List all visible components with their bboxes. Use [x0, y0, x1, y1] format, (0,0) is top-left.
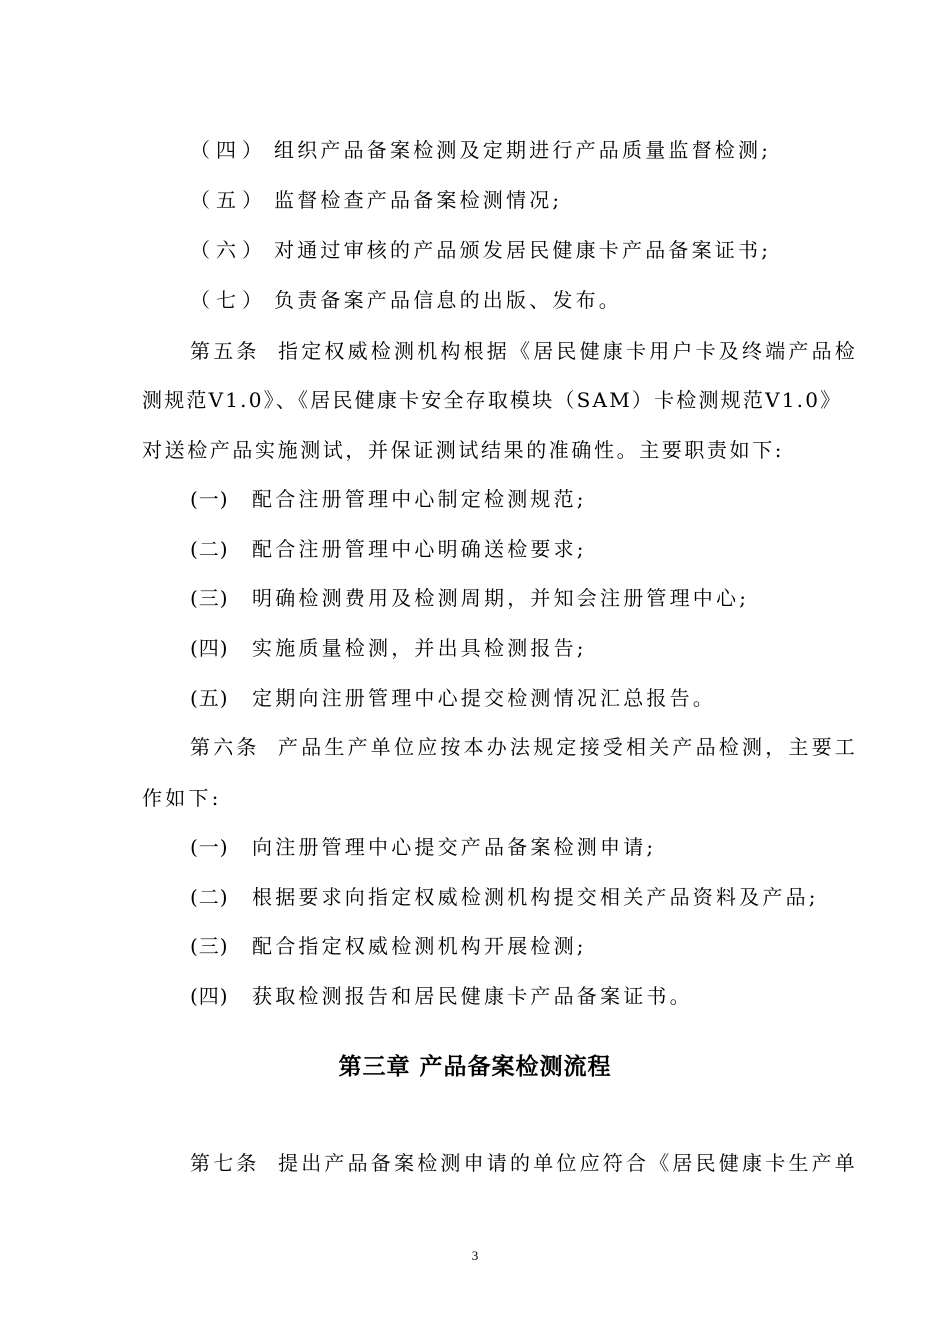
- article-6-line: 作如下:: [142, 786, 222, 810]
- article-5-line: 对送检产品实施测试，并保证测试结果的准确性。主要职责如下:: [142, 438, 785, 462]
- list-item-text: 负责备案产品信息的出版、发布。: [274, 288, 622, 312]
- list-item-text: 组织产品备案检测及定期进行产品质量监督检测;: [274, 138, 772, 162]
- list-item-number: (三): [190, 934, 229, 958]
- list-item: [190, 634, 587, 662]
- list-item-text: 定期向注册管理中心提交检测情况汇总报告。: [252, 686, 716, 710]
- list-item-text: 配合指定权威检测机构开展检测;: [252, 934, 587, 958]
- list-item-number: (二): [190, 537, 229, 561]
- list-item: [190, 186, 562, 214]
- list-item-text: 监督检查产品备案检测情况;: [274, 188, 563, 212]
- list-item: [190, 485, 587, 513]
- list-item-text: 配合注册管理中心制定检测规范;: [252, 487, 587, 511]
- list-item: [190, 236, 771, 264]
- list-item: [190, 684, 716, 712]
- list-item-number: (四): [190, 984, 229, 1008]
- article-7-first-line: [190, 1149, 858, 1177]
- list-item-number: (一): [190, 835, 229, 859]
- list-item-text: 向注册管理中心提交产品备案检测申请;: [252, 835, 657, 859]
- article-label: 第七条: [190, 1151, 260, 1175]
- list-item-number: （四）: [190, 138, 268, 162]
- list-item-number: (三): [190, 586, 229, 610]
- list-item-text: 根据要求向指定权威检测机构提交相关产品资料及产品;: [252, 885, 819, 909]
- article-text: 指定权威检测机构根据《居民健康卡用户卡及终端产品检: [278, 339, 858, 363]
- list-item-text: 对通过审核的产品颁发居民健康卡产品备案证书;: [274, 238, 772, 262]
- list-item-number: （六）: [190, 238, 268, 262]
- list-item: [190, 833, 656, 861]
- article-label: 第五条: [190, 339, 260, 363]
- chapter-heading: 第三章 产品备案检测流程: [338, 1054, 612, 1080]
- list-item: [190, 982, 693, 1010]
- list-item: [190, 535, 587, 563]
- list-item: [190, 136, 771, 164]
- article-text: 产品生产单位应按本办法规定接受相关产品检测，主要工: [278, 735, 858, 759]
- list-item-number: （七）: [190, 288, 268, 312]
- page-number: 3: [471, 1248, 479, 1263]
- article-6-first-line: [190, 733, 858, 761]
- list-item: [190, 584, 749, 612]
- list-item-text: 明确检测费用及检测周期，并知会注册管理中心;: [252, 586, 750, 610]
- list-item-text: 获取检测报告和居民健康卡产品备案证书。: [252, 984, 693, 1008]
- list-item-number: (五): [190, 686, 229, 710]
- list-item: [190, 286, 622, 314]
- list-item: [190, 883, 819, 911]
- article-label: 第六条: [190, 735, 260, 759]
- list-item-text: 配合注册管理中心明确送检要求;: [252, 537, 587, 561]
- list-item-number: (一): [190, 487, 229, 511]
- list-item-number: (二): [190, 885, 229, 909]
- article-5-first-line: [190, 337, 858, 365]
- list-item-number: （五）: [190, 188, 268, 212]
- list-item-text: 实施质量检测，并出具检测报告;: [252, 636, 587, 660]
- article-5-line: 测规范V1.0》、《居民健康卡安全存取模块（SAM）卡检测规范V1.0》: [142, 388, 843, 412]
- list-item: [190, 932, 587, 960]
- list-item-number: (四): [190, 636, 229, 660]
- article-text: 提出产品备案检测申请的单位应符合《居民健康卡生产单: [278, 1151, 858, 1175]
